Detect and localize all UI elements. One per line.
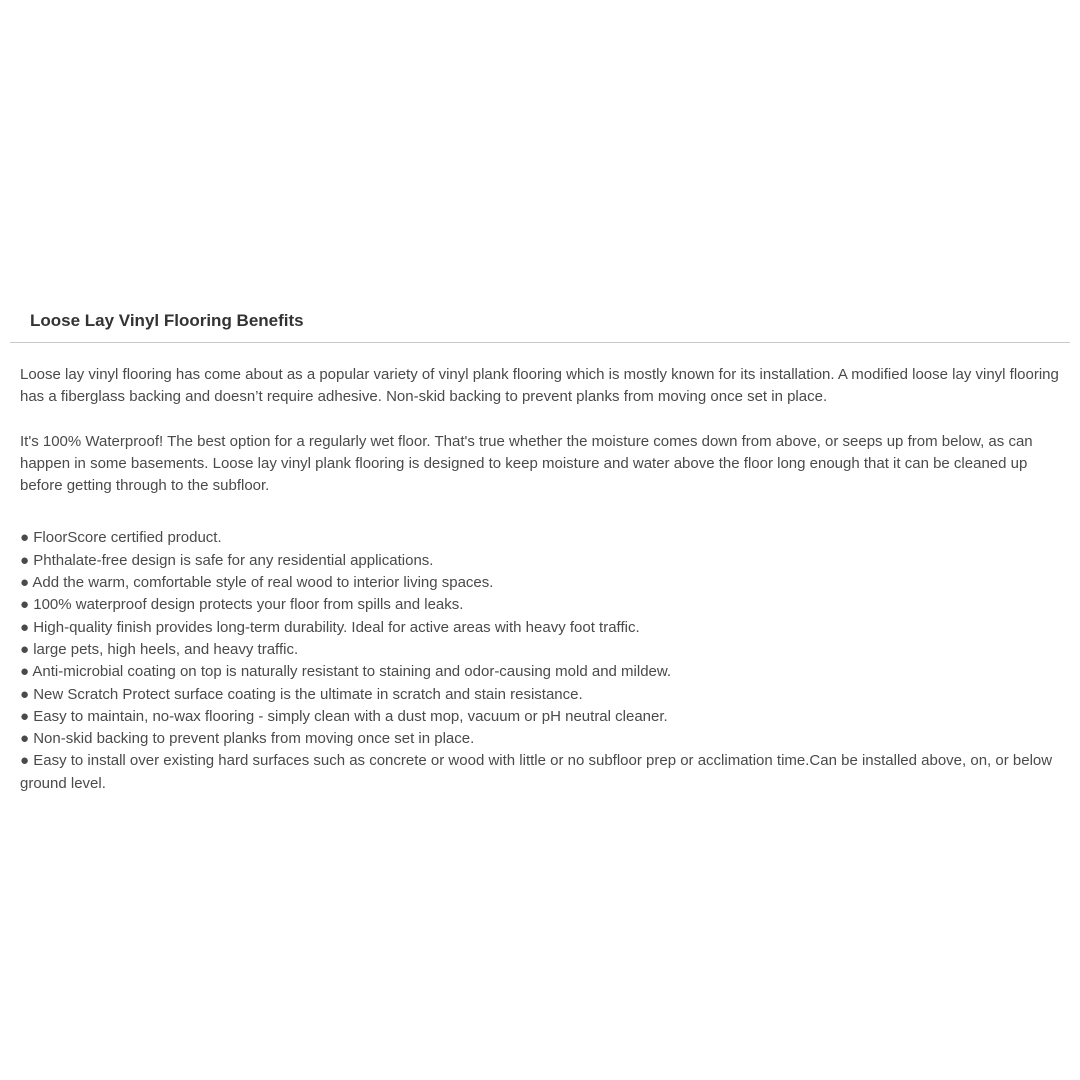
section-body	[10, 364, 1070, 795]
benefit-item: ● Easy to install over existing hard surfaces such as concrete or wood with little or no subfloor prep or acclimation time.Can be installed above, on, or below ground level.	[20, 752, 1053, 792]
benefit-item: ● High-quality finish provides long-term durability. Ideal for active areas with heavy foot traffic.	[20, 618, 640, 636]
benefit-item: ● Anti-microbial coating on top is naturally resistant to staining and odor-causing mold and mildew.	[20, 663, 672, 681]
section-title: Loose Lay Vinyl Flooring Benefits	[30, 311, 304, 330]
benefits-list	[20, 527, 1060, 795]
benefit-item: ● 100% waterproof design protects your floor from spills and leaks.	[20, 596, 464, 614]
benefit-item: ● FloorScore certified product.	[20, 529, 222, 547]
benefits-section	[10, 309, 1070, 795]
benefit-item: ● Add the warm, comfortable style of real wood to interior living spaces.	[20, 574, 494, 592]
intro-paragraph: Loose lay vinyl flooring has come about as a popular variety of vinyl plank flooring which is mostly known for its installation. A modified loose lay vinyl flooring has a fiberglass backing and doesn’t require adhesive. Non-skid backing to prevent planks from moving once set in place.	[20, 366, 1059, 406]
waterproof-paragraph: It's 100% Waterproof! The best option for a regularly wet floor. That's true whether the moisture comes down from above, or seeps up from below, as can happen in some basements. Loose lay vinyl plank flooring is designed to keep moisture and water above the floor long enough that it can be cleaned up before getting through to the subfloor.	[20, 432, 1033, 495]
title-divider	[10, 342, 1070, 343]
benefit-item: ● New Scratch Protect surface coating is the ultimate in scratch and stain resistance.	[20, 685, 583, 703]
benefit-item: ● Non-skid backing to prevent planks from moving once set in place.	[20, 730, 475, 748]
benefit-item: ● large pets, high heels, and heavy traffic.	[20, 640, 299, 658]
benefit-item: ● Phthalate-free design is safe for any residential applications.	[20, 551, 434, 569]
benefit-item: ● Easy to maintain, no-wax flooring - simply clean with a dust mop, vacuum or pH neutral cleaner.	[20, 707, 668, 725]
